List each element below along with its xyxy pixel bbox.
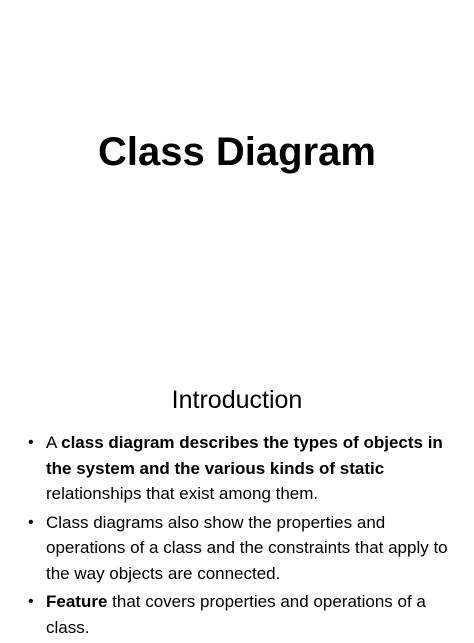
bullet-rest-text: that covers properties and operations of a class. [46,592,426,637]
bullet-icon: • [28,593,34,610]
bullet-item [28,589,458,640]
bullet-item [28,510,458,587]
bullet-lead-text: A [46,433,62,452]
introduction-slide [0,356,474,637]
bullet-item [28,430,458,507]
bullet-list [28,430,458,643]
bullet-text: Class diagrams also show the properties and operations of a class and the constraints that apply to the way objects are connected. [46,512,448,583]
bullet-bold-text: class diagram describes the types of objects in the system and the various kinds of static [46,433,443,478]
section-heading: Introduction [171,386,303,414]
bullet-rest-text: relationships that exist among them. [46,484,319,503]
bullet-icon: • [28,434,34,451]
bullet-icon: • [28,513,34,531]
slide-title: Class Diagram [98,130,376,174]
bullet-bold-text: Feature [46,592,108,611]
